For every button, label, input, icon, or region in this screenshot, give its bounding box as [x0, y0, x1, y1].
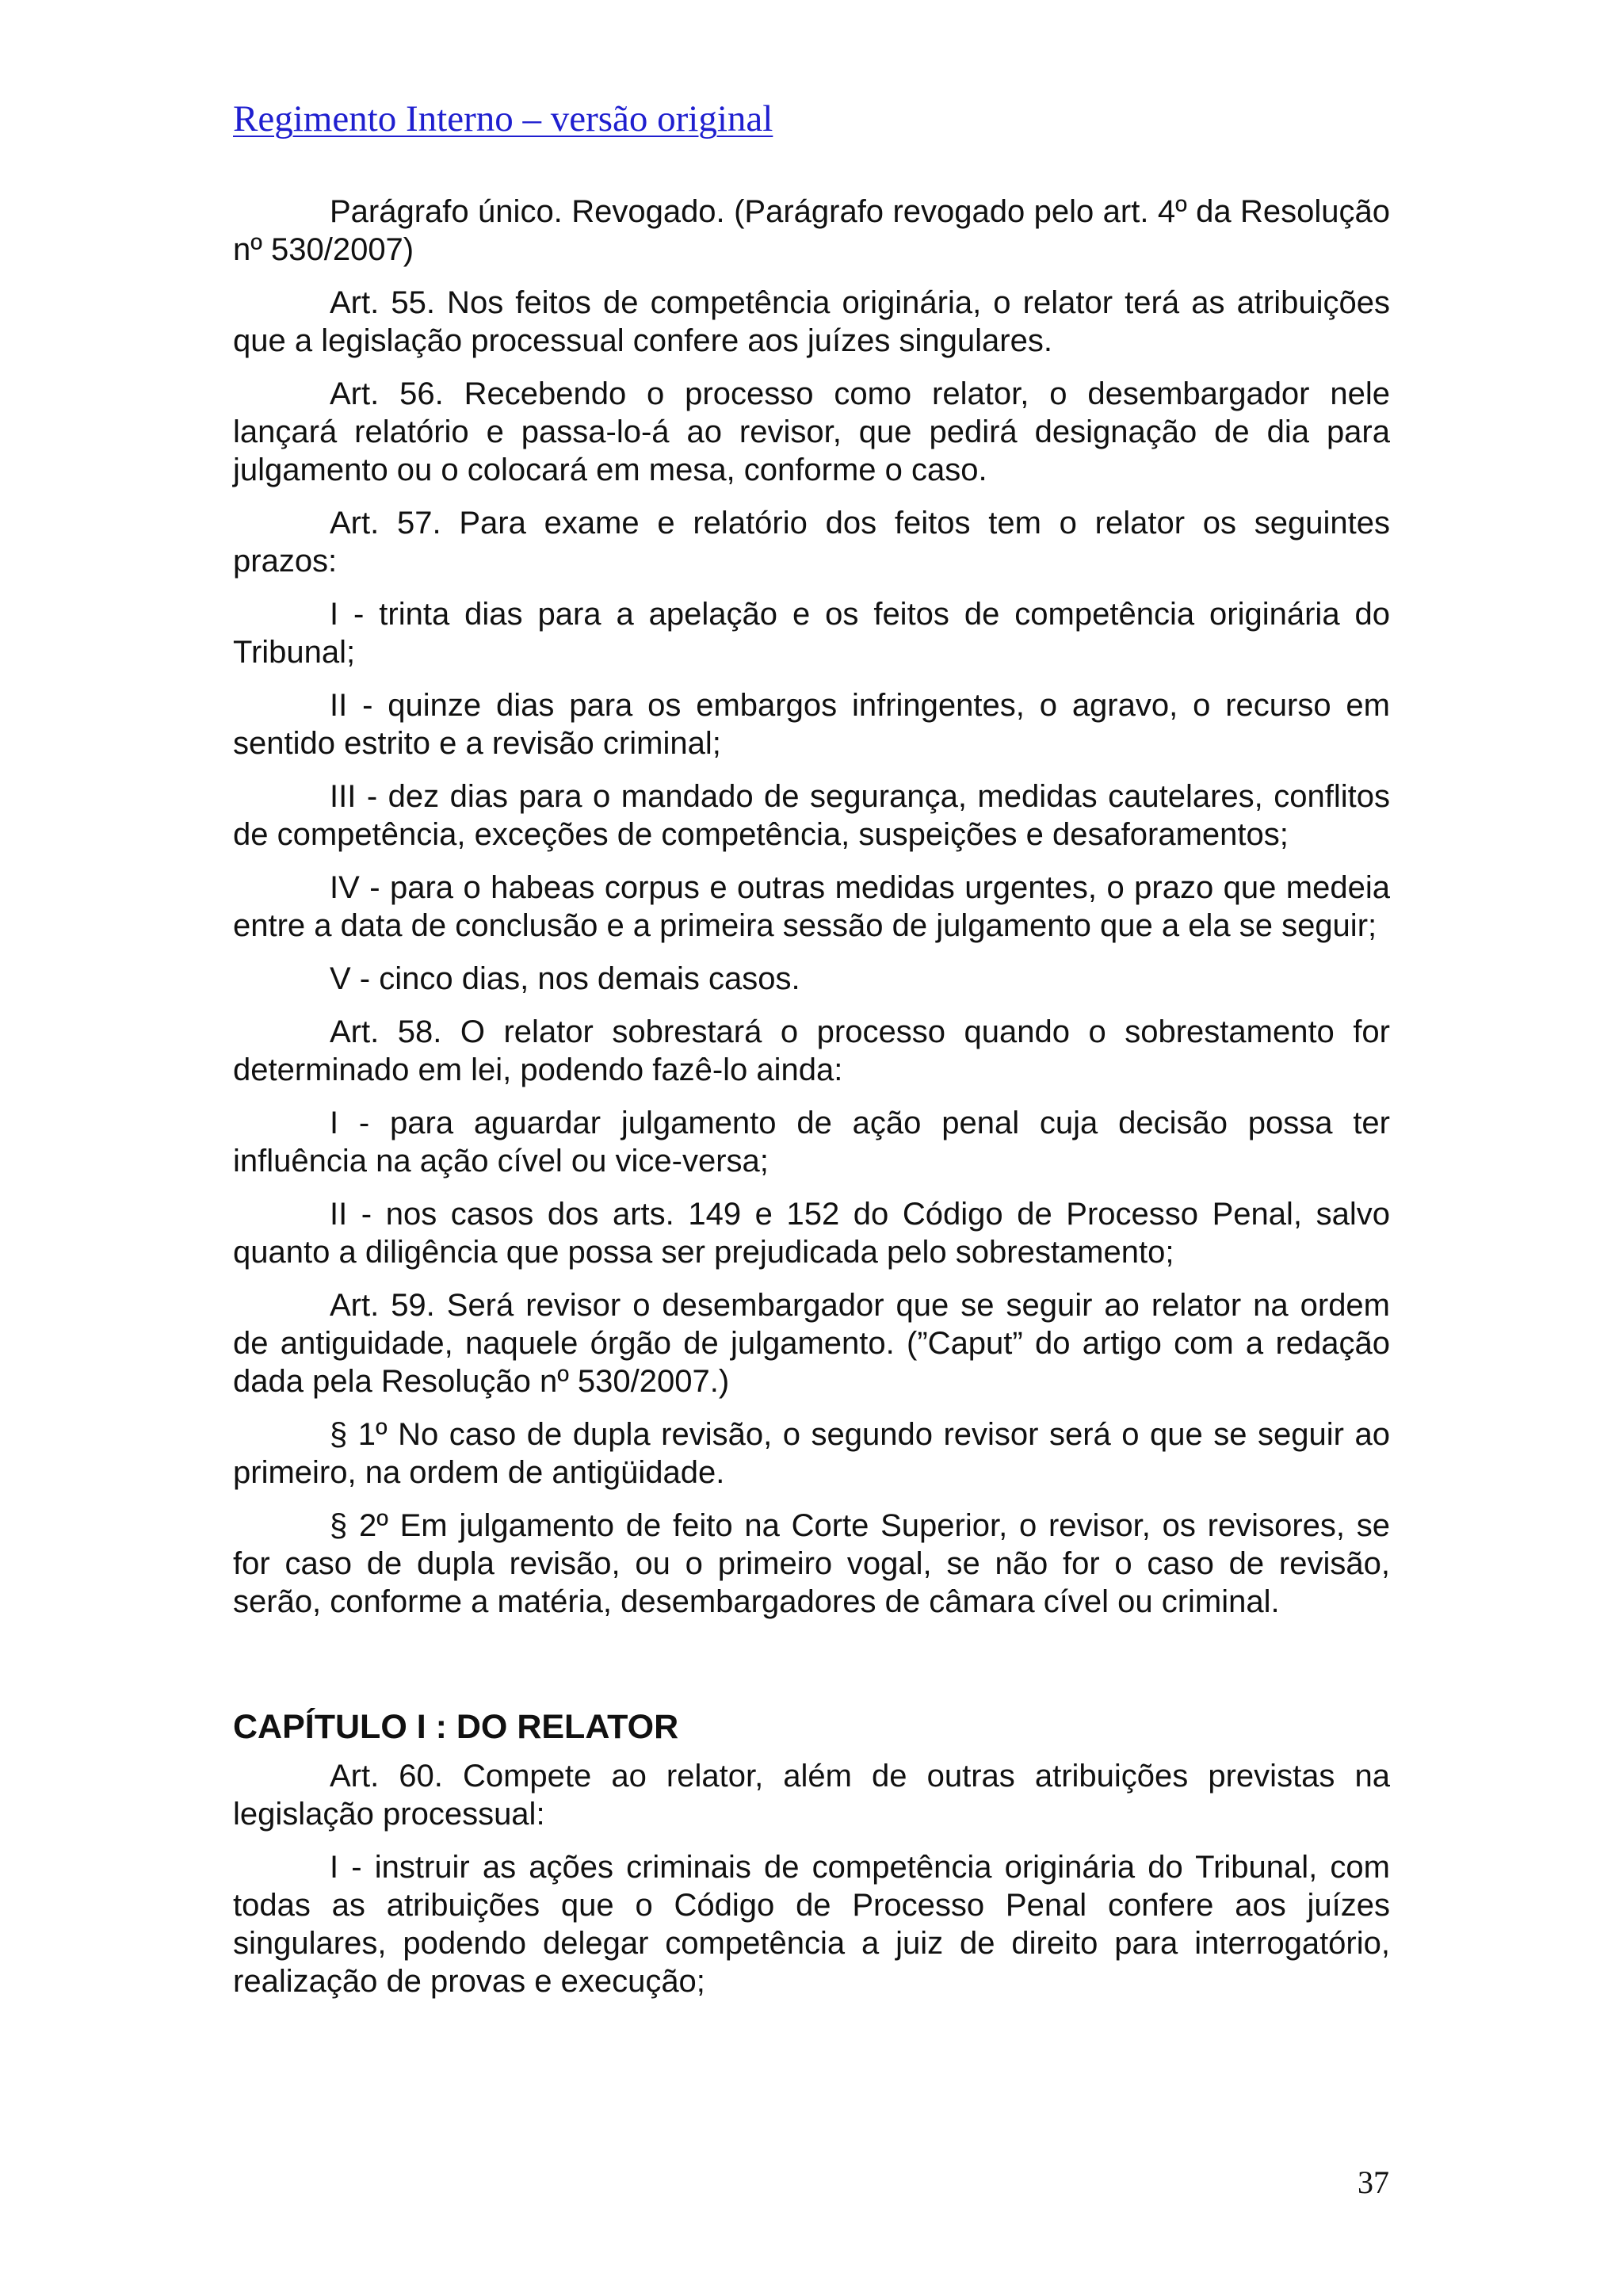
paragraph-art-60-item-i: I - instruir as ações criminais de competência originária do Tribunal, com todas as atribuições que o Código de Processo Penal confere aos juízes singulares, podendo delegar competência a juiz de direito para interrogatório, realização de provas e execução;: [233, 1850, 1390, 1999]
paragraph-art-56: Art. 56. Recebendo o processo como relator, o desembargador nele lançará relatório e passa-lo-á ao revisor, que pedirá designação de dia para julgamento ou o colocará em mesa, conforme o caso.: [233, 376, 1390, 487]
document-header-link[interactable]: Regimento Interno – versão original: [233, 98, 773, 139]
paragraph-art-60: Art. 60. Compete ao relator, além de outras atribuições previstas na legislação processual:: [233, 1759, 1390, 1832]
paragraph-revoked-sole-paragraph: Parágrafo único. Revogado. (Parágrafo revogado pelo art. 4º da Resolução nº 530/2007): [233, 194, 1390, 267]
paragraph-art-58-item-ii: II - nos casos dos arts. 149 e 152 do Código de Processo Penal, salvo quanto a diligência que possa ser prejudicada pelo sobrestamento;: [233, 1197, 1390, 1270]
paragraph-art-57: Art. 57. Para exame e relatório dos feitos tem o relator os seguintes prazos:: [233, 506, 1390, 579]
paragraph-art-59-section-1: § 1º No caso de dupla revisão, o segundo revisor será o que se seguir ao primeiro, na ordem de antigüidade.: [233, 1417, 1390, 1490]
chapter-heading: CAPÍTULO I : DO RELATOR: [233, 1708, 679, 1746]
paragraph-art-57-item-ii: II - quinze dias para os embargos infringentes, o agravo, o recurso em sentido estrito e a revisão criminal;: [233, 688, 1390, 761]
paragraph-art-58-item-i: I - para aguardar julgamento de ação penal cuja decisão possa ter influência na ação cível ou vice-versa;: [233, 1106, 1390, 1179]
paragraph-art-55: Art. 55. Nos feitos de competência originária, o relator terá as atribuições que a legislação processual confere aos juízes singulares.: [233, 285, 1390, 358]
document-body: [233, 193, 1390, 2015]
paragraph-art-57-item-iv: IV - para o habeas corpus e outras medidas urgentes, o prazo que medeia entre a data de conclusão e a primeira sessão de julgamento que a ela se seguir;: [233, 870, 1390, 943]
page-number: 37: [1358, 2164, 1389, 2200]
paragraph-art-57-item-iii: III - dez dias para o mandado de segurança, medidas cautelares, conflitos de competência, exceções de competência, suspeições e desaforamentos;: [233, 779, 1390, 852]
paragraph-art-57-item-v: V - cinco dias, nos demais casos.: [330, 961, 800, 996]
paragraph-art-59: Art. 59. Será revisor o desembargador que se seguir ao relator na ordem de antiguidade, naquele órgão de julgamento. (”Caput” do artigo com a redação dada pela Resolução nº 530/2007.): [233, 1288, 1390, 1399]
paragraph-art-59-section-2: § 2º Em julgamento de feito na Corte Superior, o revisor, os revisores, se for caso de dupla revisão, ou o primeiro vogal, se não for o caso de revisão, serão, conforme a matéria, desembargadores de câmara cível ou criminal.: [233, 1508, 1390, 1619]
paragraph-art-58: Art. 58. O relator sobrestará o processo quando o sobrestamento for determinado em lei, podendo fazê-lo ainda:: [233, 1014, 1390, 1087]
paragraph-art-57-item-i: I - trinta dias para a apelação e os feitos de competência originária do Tribunal;: [233, 597, 1390, 670]
